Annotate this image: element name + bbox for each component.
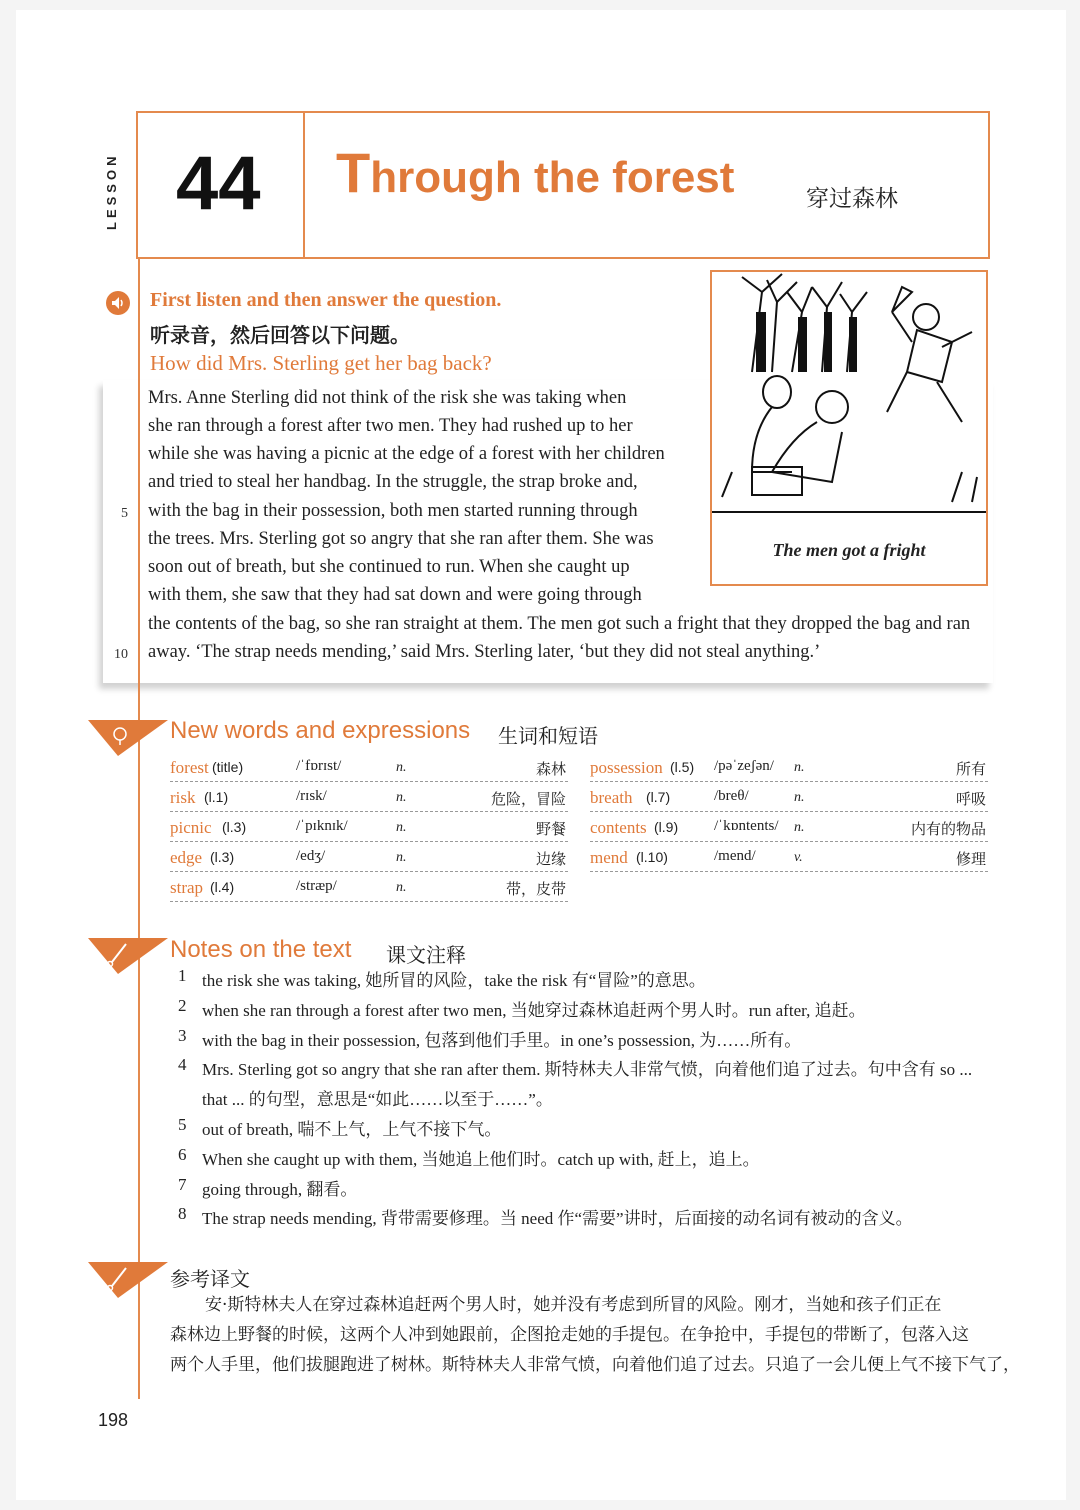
line-number: 5 xyxy=(121,506,128,521)
vocab-part-of-speech: n. xyxy=(396,790,407,805)
vocab-word: strap xyxy=(170,878,204,897)
passage-line: while she was having a picnic at the edge of a forest with her children xyxy=(148,444,665,464)
vocab-reference: (l.1) xyxy=(204,789,229,805)
passage-line: she ran through a forest after two men. They had rushed up to her xyxy=(148,416,633,436)
speaker-icon[interactable] xyxy=(106,291,130,315)
vocab-row xyxy=(590,844,988,872)
listening-instruction-cn: 听录音，然后回答以下问题。 xyxy=(150,323,410,347)
vocab-part-of-speech: n. xyxy=(794,790,805,805)
vocab-meaning: 危险，冒险 xyxy=(490,790,566,808)
vocab-word: contents xyxy=(590,818,647,837)
illustration-caption: The men got a fright xyxy=(772,540,926,560)
vocab-word: risk xyxy=(170,788,196,807)
translation-line: 安·斯特林夫人在穿过森林追赶两个男人时，她并没有考虑到所冒的风险。刚才，当她和孩子们正在 xyxy=(205,1295,942,1315)
vocab-word: breath xyxy=(590,788,633,807)
passage-line: Mrs. Anne Sterling did not think of the risk she was taking when xyxy=(148,388,627,408)
note-text: Mrs. Sterling got so angry that she ran after them. 斯特林夫人非常气愤，向着他们追了过去。句中含有 so ... xyxy=(202,1060,973,1080)
note-text: out of breath, 喘不上气，上气不接下气。 xyxy=(202,1120,502,1139)
translation-line: 森林边上野餐的时候，这两个人冲到她跟前，企图抢走她的手提包。在争抢中，手提包的带断了，包落入这 xyxy=(170,1325,969,1345)
vocab-word: picnic xyxy=(170,818,212,837)
passage-line: away. ‘The strap needs mending,’ said Mrs. Sterling later, ‘but they did not steal anything.’ xyxy=(148,642,821,662)
vocab-meaning: 内有的物品 xyxy=(910,820,986,838)
vocab-part-of-speech: v. xyxy=(794,850,803,865)
illustration xyxy=(710,270,988,586)
vocab-reference: (l.3) xyxy=(222,819,247,835)
note-text: going through, 翻看。 xyxy=(202,1179,358,1199)
lesson-label: LESSON xyxy=(104,152,119,230)
note-text: that ... 的句型，意思是“如此……以至于……”。 xyxy=(202,1090,553,1110)
line-number: 10 xyxy=(114,647,128,662)
listening-instruction: First listen and then answer the question. xyxy=(150,289,502,311)
page-number: 198 xyxy=(98,1410,129,1430)
vocab-meaning: 野餐 xyxy=(535,820,566,838)
translation-line: 两个人手里，他们拔腿跑进了树林。斯特林夫人非常气愤，向着他们追了过去。只追了一会儿便上气不接下气了， xyxy=(170,1355,1020,1375)
lesson-title-cn: 穿过森林 xyxy=(806,186,898,212)
vocab-row xyxy=(170,784,568,812)
illustration-drawing xyxy=(712,272,986,532)
vocab-part-of-speech: n. xyxy=(794,820,805,835)
vocab-word: mend xyxy=(590,848,628,867)
lesson-number: 44 xyxy=(176,141,261,226)
vocab-reference: (l.5) xyxy=(670,759,695,775)
header-divider xyxy=(303,111,305,259)
notes-title: Notes on the text xyxy=(170,936,352,963)
vocab-meaning: 修理 xyxy=(955,850,986,868)
note-number: 7 xyxy=(178,1174,187,1194)
vocab-part-of-speech: n. xyxy=(794,760,805,775)
note-number: 4 xyxy=(178,1055,187,1075)
translation-title: 参考译文 xyxy=(170,1267,250,1291)
vocab-phonetic: /mend/ xyxy=(714,848,756,864)
vocab-reference: (l.10) xyxy=(636,849,668,865)
vocab-reference: (l.4) xyxy=(210,879,235,895)
passage-line: soon out of breath, but she continued to run. When she caught up xyxy=(148,557,630,577)
note-number: 3 xyxy=(178,1025,187,1045)
note-number: 6 xyxy=(178,1144,187,1164)
vocab-phonetic: /pəˈzeʃən/ xyxy=(714,758,774,774)
note-number: 1 xyxy=(178,966,187,985)
passage-line: the trees. Mrs. Sterling got so angry that she ran after them. She was xyxy=(148,529,654,549)
vocab-meaning: 所有 xyxy=(955,760,986,778)
note-text: when she ran through a forest after two men, 当她穿过森林追赶两个男人时。run after, 追赶。 xyxy=(202,1000,866,1020)
vocab-phonetic: /rɪsk/ xyxy=(296,788,327,804)
passage-line: with them, she saw that they had sat down and were going through xyxy=(148,585,642,605)
vocab-meaning: 边缘 xyxy=(535,850,566,868)
vocab-phonetic: /breθ/ xyxy=(714,788,749,804)
passage-line: with the bag in their possession, both men started running through xyxy=(148,501,638,521)
margin-rule xyxy=(138,259,140,1399)
passage-line: and tried to steal her handbag. In the struggle, the strap broke and, xyxy=(148,472,638,492)
title-initial: T xyxy=(336,141,371,204)
vocab-meaning: 森林 xyxy=(535,760,566,778)
vocab-part-of-speech: n. xyxy=(396,760,407,775)
vocab-reference: (l.7) xyxy=(646,789,671,805)
vocab-part-of-speech: n. xyxy=(396,850,407,865)
listening-question: How did Mrs. Sterling get her bag back? xyxy=(150,351,492,375)
vocab-row xyxy=(170,814,568,842)
notes-title-cn: 课文注释 xyxy=(386,943,466,967)
pen-icon xyxy=(88,938,168,974)
vocab-row xyxy=(170,874,568,902)
title-rest: hrough the forest xyxy=(370,153,735,202)
vocab-reference: (l.3) xyxy=(210,849,235,865)
vocab-title: New words and expressions xyxy=(170,717,471,744)
vocab-word: edge xyxy=(170,848,203,867)
note-number: 5 xyxy=(178,1115,187,1134)
vocab-meaning: 带，皮带 xyxy=(505,880,566,898)
vocab-part-of-speech: n. xyxy=(396,880,407,895)
passage-line: the contents of the bag, so she ran straight at them. The men got such a fright that they dropped the bag and ran xyxy=(148,614,971,634)
vocab-row xyxy=(590,754,988,782)
note-text: The strap needs mending, 背带需要修理。当 need 作“需要”讲时，后面接的动名词有被动的含义。 xyxy=(202,1209,913,1229)
vocab-phonetic: /ˈfɒrɪst/ xyxy=(296,758,342,774)
note-number: 8 xyxy=(178,1204,187,1224)
note-text: with the bag in their possession, 包落到他们手里。in one’s possession, 为……所有。 xyxy=(202,1030,802,1050)
vocab-row xyxy=(590,784,988,812)
vocab-phonetic: /ˈkɒntents/ xyxy=(714,818,779,834)
pen-icon xyxy=(88,1262,168,1298)
vocab-meaning: 呼吸 xyxy=(955,790,986,808)
lesson-title xyxy=(336,140,734,205)
vocab-phonetic: /edʒ/ xyxy=(296,848,326,864)
vocab-part-of-speech: n. xyxy=(396,820,407,835)
note-text: When she caught up with them, 当她追上他们时。catch up with, 赶上，追上。 xyxy=(202,1149,760,1169)
vocab-phonetic: /ˈpɪknɪk/ xyxy=(296,818,348,834)
note-text: the risk she was taking, 她所冒的风险，take the risk 有“冒险”的意思。 xyxy=(202,971,706,990)
note-number: 2 xyxy=(178,995,187,1015)
vocab-reference: (l.9) xyxy=(654,819,679,835)
vocab-row xyxy=(590,814,988,842)
vocab-word: possession xyxy=(590,758,663,777)
vocab-word: forest xyxy=(170,758,209,777)
vocab-title-cn: 生词和短语 xyxy=(498,724,598,748)
lightbulb-icon xyxy=(88,720,168,756)
vocab-reference: (title) xyxy=(212,759,244,775)
vocab-row xyxy=(170,844,568,872)
vocab-row xyxy=(170,754,568,782)
vocab-phonetic: /stræp/ xyxy=(296,878,337,894)
